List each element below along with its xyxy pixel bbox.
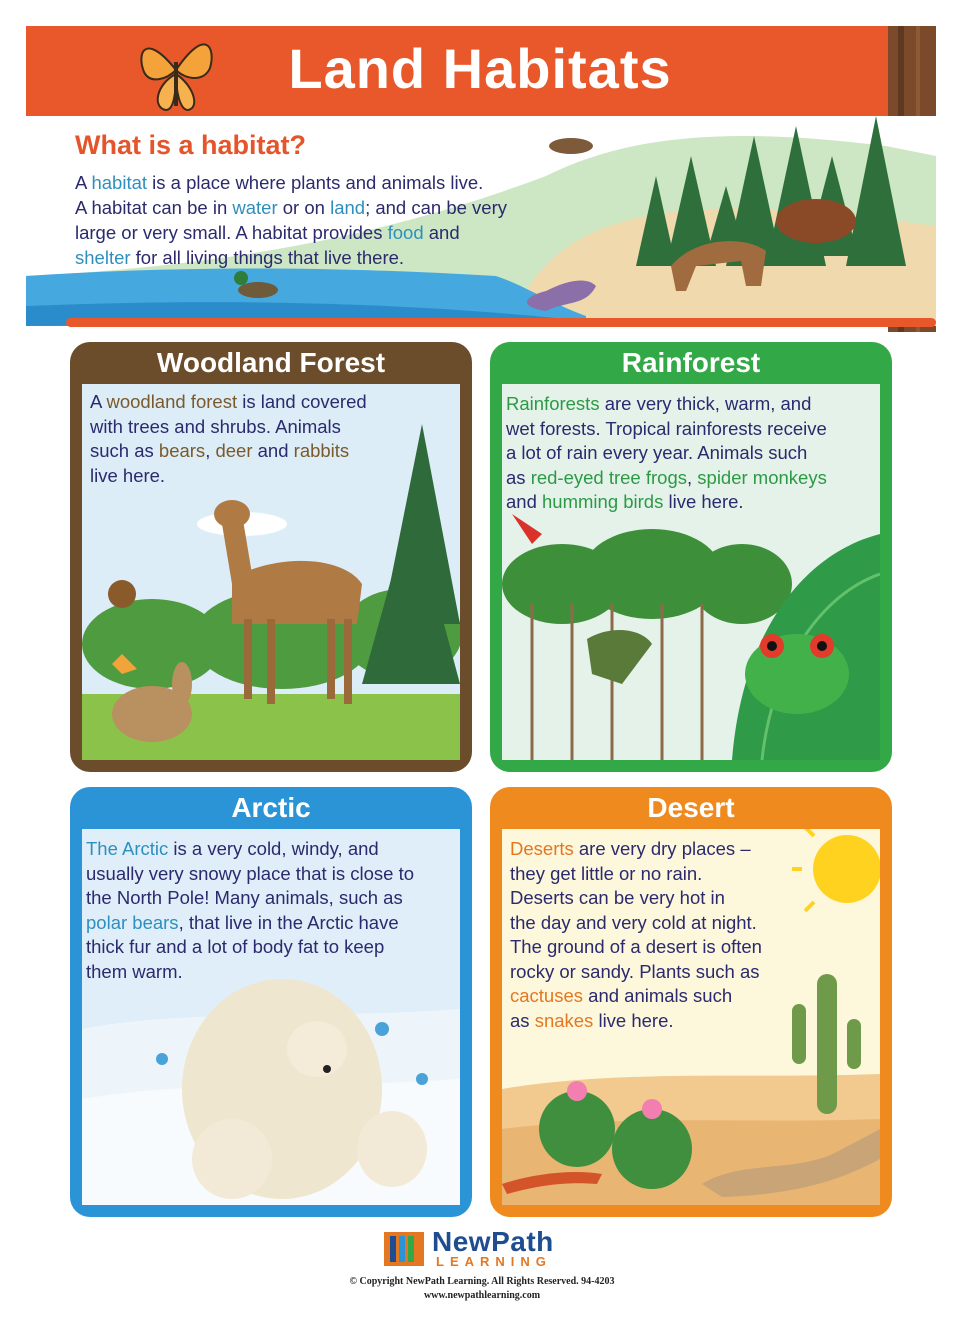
text-line: usually very snowy place that is close to — [86, 862, 415, 884]
text-span: as — [510, 1009, 535, 1031]
logo-wordmark[interactable]: NewPath — [432, 1226, 554, 1257]
text-span: and animals such — [583, 985, 733, 1006]
text-span: , that live in the Arctic have — [178, 911, 399, 933]
text-line: with trees and shrubs. Animals — [90, 415, 341, 437]
text-span: and — [252, 440, 294, 461]
highlight-shelter: shelter — [75, 247, 131, 268]
desert-description — [510, 837, 810, 1033]
text-line: a lot of rain every year. Animals such — [506, 442, 808, 463]
panel-title: Rainforest — [621, 347, 761, 378]
text-span: live here. — [593, 1009, 674, 1031]
highlight-red-eyed-tree-frogs: red-eyed tree frogs — [530, 466, 687, 488]
text-line: the North Pole! Many animals, such as — [86, 887, 403, 908]
highlight-polar-bears: polar bears — [86, 911, 179, 933]
text-span: , — [205, 440, 216, 461]
text-line — [510, 984, 810, 1009]
text-span: such as — [90, 440, 159, 461]
highlight-snakes: snakes — [534, 1009, 594, 1031]
arctic-panel — [70, 787, 472, 1217]
text-line: live here. — [90, 464, 166, 486]
panel-body — [82, 829, 460, 1205]
text-line — [506, 466, 876, 491]
intro-heading: What is a habitat? — [75, 130, 307, 160]
text-span: A — [75, 172, 92, 193]
woodland-forest-panel — [70, 342, 472, 772]
page-title: Land Habitats — [288, 37, 672, 100]
text-span: , — [687, 466, 698, 488]
text-span: is land covered — [237, 391, 367, 412]
highlight-food: food — [387, 222, 424, 243]
newpath-book-logo-icon — [382, 1228, 426, 1268]
text-line: The ground of a desert is often — [510, 936, 762, 957]
highlight-rabbits: rabbits — [293, 440, 350, 461]
highlight-habitat: habitat — [91, 172, 148, 193]
text-span: are very thick, warm, and — [599, 393, 812, 414]
highlight-the-arctic: The Arctic — [86, 838, 169, 859]
text-line — [510, 1009, 810, 1034]
intro-line — [75, 195, 595, 220]
highlight-rainforests: Rainforests — [506, 393, 600, 414]
text-line: the day and very cold at night. — [510, 911, 757, 933]
text-span: A — [90, 391, 107, 412]
panel-body — [502, 829, 880, 1205]
text-span: and — [423, 222, 460, 243]
intro-line — [75, 170, 595, 195]
text-line: thick fur and a lot of body fat to keep — [86, 936, 385, 957]
text-line — [506, 392, 876, 417]
text-line — [510, 837, 810, 862]
text-span: A habitat can be in — [75, 197, 233, 218]
website-link[interactable]: www.newpathlearning.com — [423, 1290, 541, 1301]
woodland-description — [90, 390, 390, 488]
text-span: is a very cold, windy, and — [168, 838, 379, 859]
panel-title: Arctic — [231, 792, 311, 823]
highlight-woodland-forest: woodland forest — [106, 391, 238, 412]
copyright-text: © Copyright NewPath Learning. All Rights Reserved. 94-4203 — [349, 1276, 615, 1287]
panel-title: Woodland Forest — [156, 347, 386, 378]
text-line — [90, 439, 390, 464]
text-line — [86, 837, 460, 862]
text-span: and — [506, 491, 543, 512]
highlight-humming-birds: humming birds — [542, 491, 664, 512]
text-line: wet forests. Tropical rainforests receive — [506, 417, 827, 439]
highlight-deer: deer — [215, 440, 253, 461]
highlight-spider-monkeys: spider monkeys — [697, 466, 827, 488]
text-span: live here. — [663, 491, 744, 512]
arctic-description — [86, 837, 460, 984]
text-line — [86, 911, 460, 936]
text-span: or on — [277, 197, 331, 218]
highlight-bears: bears — [158, 440, 206, 461]
intro-line — [75, 245, 595, 270]
panel-body — [82, 384, 460, 760]
text-line: Deserts can be very hot in — [510, 887, 725, 908]
text-span: as — [506, 466, 531, 488]
header-underline — [66, 318, 936, 327]
intro-line — [75, 220, 595, 245]
text-span: ; and can be very — [365, 197, 507, 218]
text-line: they get little or no rain. — [510, 862, 703, 884]
panel-body — [502, 384, 880, 760]
highlight-deserts: Deserts — [510, 838, 574, 859]
highlight-cactuses: cactuses — [510, 985, 584, 1006]
text-line: rocky or sandy. Plants such as — [510, 960, 760, 982]
rainforest-description — [506, 392, 876, 515]
text-line — [506, 490, 876, 515]
text-span: is a place where plants and animals live. — [147, 172, 484, 193]
text-span: for all living things that live there. — [130, 247, 405, 268]
rainforest-panel — [490, 342, 892, 772]
text-line — [90, 390, 390, 415]
text-line: them warm. — [86, 960, 183, 982]
intro-paragraph — [75, 170, 595, 270]
text-span: are very dry places – — [573, 838, 751, 859]
text-span: large or very small. A habitat provides — [75, 222, 388, 243]
panel-title: Desert — [647, 792, 735, 823]
logo-subtitle: LEARNING — [436, 1254, 552, 1269]
highlight-water: water — [232, 197, 278, 218]
desert-panel — [490, 787, 892, 1217]
highlight-land: land — [330, 197, 366, 218]
